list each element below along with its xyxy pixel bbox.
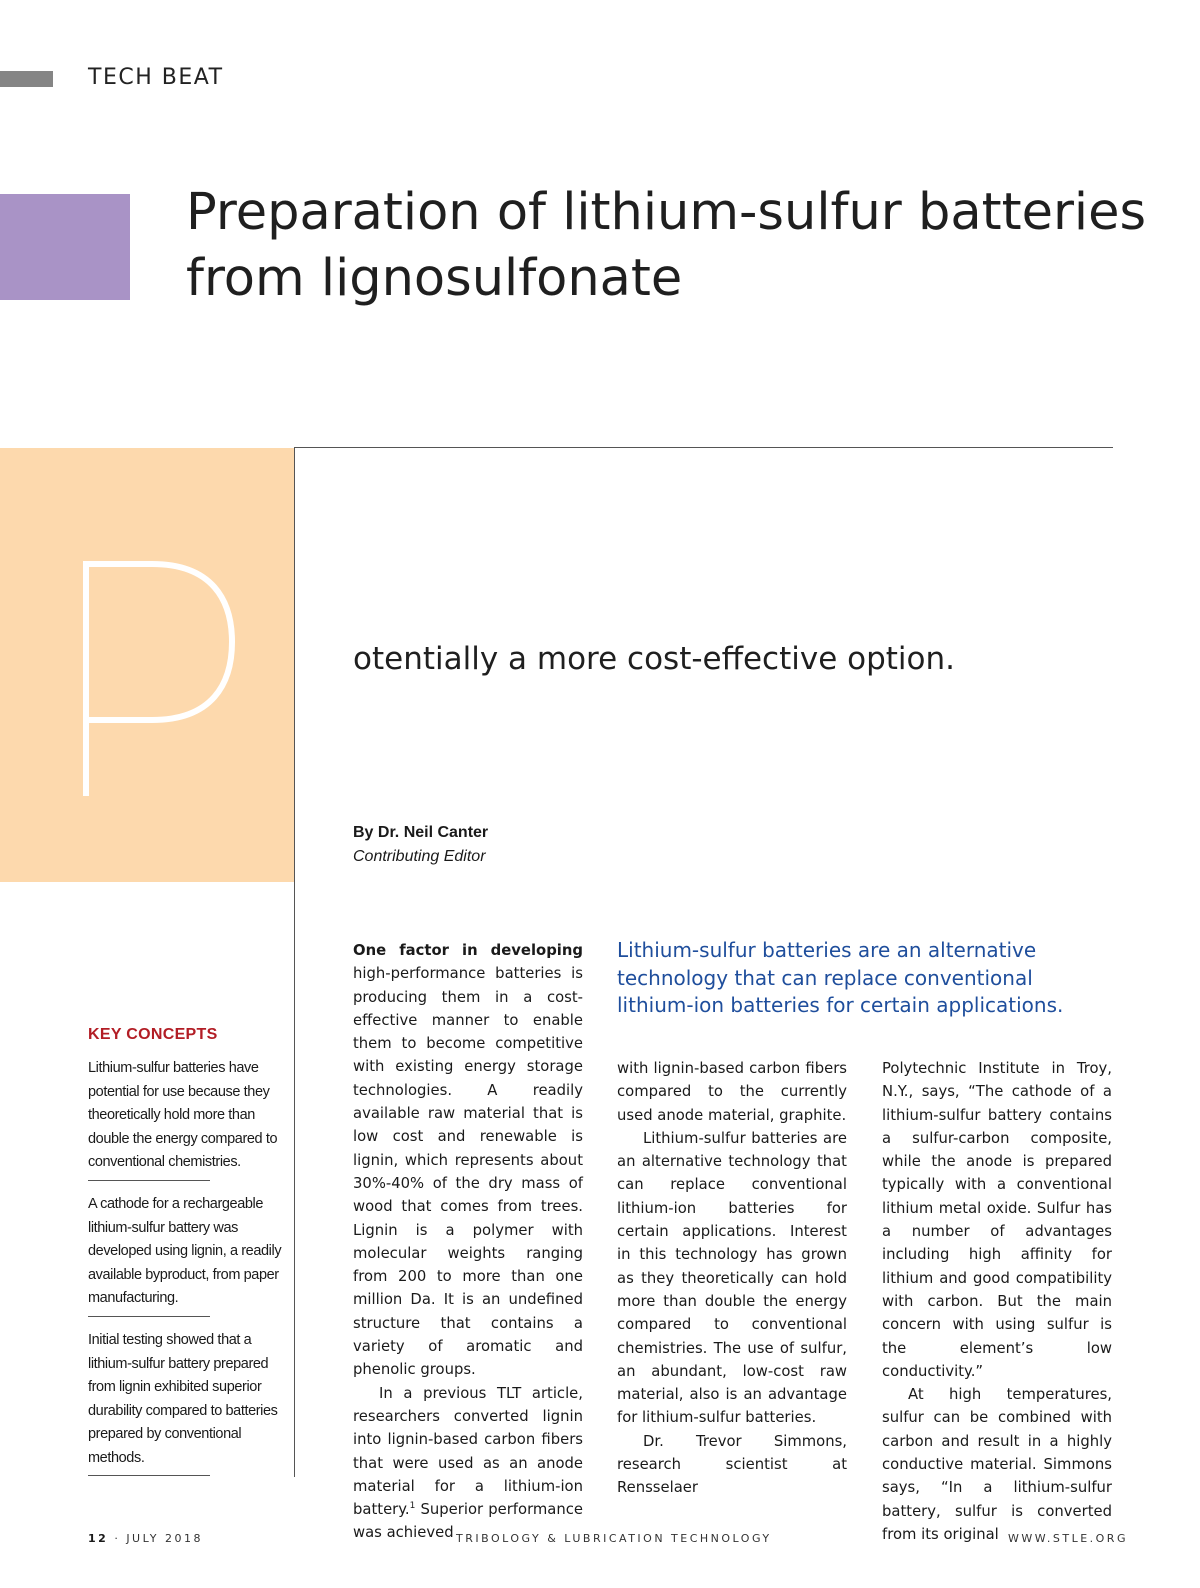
body-paragraph	[353, 939, 583, 1382]
body-paragraph: Polytechnic Institute in Troy, N.Y., says, “The cathode of a lithium-sulfur battery contains a sulfur-carbon composite, while the anode is prepared typically with a conventional lithium metal oxide. Sulfur has a number of advantages including high affinity for lithium and good compatibility with carbon. But the main concern with using sulfur is the element’s low conductivity.”	[882, 1060, 1112, 1380]
paragraph-text: In a previous TLT article, researchers converted lignin into lignin-based carbon fibers that were used as an anode material for a lithium-ion battery.	[353, 1384, 583, 1519]
article-title-line-1: Preparation of lithium-sulfur batteries	[186, 183, 1147, 242]
body-paragraph	[353, 1382, 583, 1545]
key-concept-item: A cathode for a rechargeable lithium-sulfur battery was developed using lignin, a readily available byproduct, from paper manufacturing.	[88, 1196, 282, 1306]
body-column-2	[617, 1057, 847, 1500]
key-concept-item: Initial testing showed that a lithium-sulfur battery prepared from lignin exhibited superior durability compared to batteries prepared by conventional methods.	[88, 1332, 278, 1466]
column-divider	[294, 447, 295, 1477]
footnote-marker: 1	[409, 1501, 416, 1512]
key-concepts-title: KEY CONCEPTS	[88, 1026, 218, 1043]
key-concept-divider	[88, 1180, 210, 1181]
section-label: TECH BEAT	[88, 65, 224, 90]
footer-separator: ·	[114, 1532, 121, 1545]
article-deck: otentially a more cost-effective option.	[353, 641, 956, 677]
website-link[interactable]: WWW.STLE.ORG	[1008, 1532, 1128, 1545]
title-color-block	[0, 194, 130, 300]
byline-role: Contributing Editor	[353, 848, 486, 865]
section-marker-bar	[0, 71, 53, 87]
pull-quote: Lithium-sulfur batteries are an alternative technology that can replace conventional lithium-ion batteries for certain applications.	[617, 938, 1064, 1017]
article-title	[186, 180, 1166, 312]
drop-cap-letter	[72, 560, 242, 800]
key-concept-divider	[88, 1475, 210, 1476]
body-paragraph: At high temperatures, sulfur can be combined with carbon and result in a highly conductive material. Simmons says, “In a lithium-sulfur battery, sulfur is converted from its original	[882, 1386, 1112, 1543]
paragraph-text: high-performance batteries is producing them in a cost-effective manner to enable them to become competitive with existing energy storage technologies. A readily available raw material that is low cost and renewable is lignin, which represents about 30%-40% of the dry mass of wood that comes from trees. Lignin is a polymer with molecular weights ranging from 200 to more than one million Da. It is an undefined structure that contains a variety of aromatic and phenolic groups.	[353, 965, 583, 1379]
body-paragraph: Dr. Trevor Simmons, research scientist at Rensselaer	[617, 1432, 847, 1497]
lead-in: One factor in developing	[353, 942, 583, 959]
top-rule	[294, 447, 1113, 448]
article-title-line-2: from lignosulfonate	[186, 249, 683, 308]
body-paragraph: Lithium-sulfur batteries are an alternative technology that can replace conventional lithium-ion batteries for certain applications. Interest in this technology has grown as they theoretically can hold more than double the energy compared to conventional chemistries. The use of sulfur, an abundant, low-cost raw material, also is an advantage for lithium-sulfur batteries.	[617, 1129, 847, 1427]
body-paragraph: with lignin-based carbon fibers compared to the currently used anode material, graphite.	[617, 1060, 847, 1124]
paragraph-text: Superior performance was achieved	[353, 1501, 583, 1542]
key-concept-divider	[88, 1316, 210, 1317]
publication-name: TRIBOLOGY & LUBRICATION TECHNOLOGY	[456, 1532, 772, 1545]
body-column-3	[882, 1057, 1112, 1546]
body-column-1	[353, 939, 583, 1545]
key-concept-item: Lithium-sulfur batteries have potential for use because they theoretically hold more than double the energy compared to conventional chemistries.	[88, 1060, 278, 1170]
footer-page-info	[88, 1532, 203, 1545]
byline: By Dr. Neil Canter	[353, 824, 489, 841]
issue-date: JULY 2018	[126, 1532, 203, 1545]
page-number: 12	[88, 1532, 109, 1545]
